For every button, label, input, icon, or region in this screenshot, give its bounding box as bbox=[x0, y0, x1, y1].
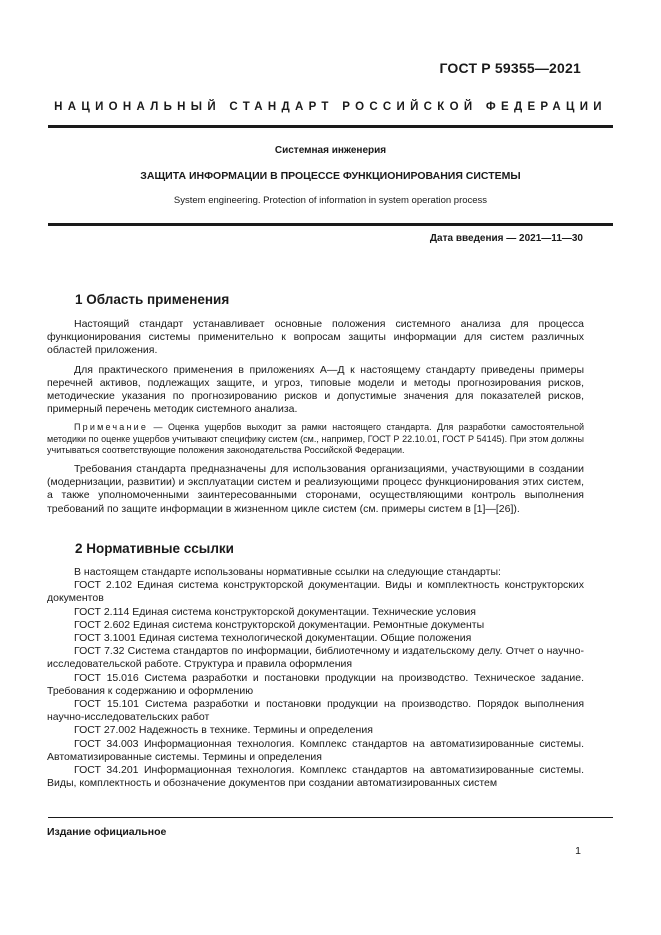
reference-item: ГОСТ 3.1001 Единая система технологической документации. Общие положения bbox=[74, 632, 472, 645]
reference-item: ГОСТ 15.016 Система разработки и постановки продукции на производство. Техническое задание. Требования к содержанию и оформлению bbox=[47, 671, 584, 697]
section-1-paragraph: Настоящий стандарт устанавливает основные положения системного анализа для процесса функционирования системы применительно к вопросам защиты информации для систем различных областей приложения. bbox=[47, 318, 584, 357]
reference-item: ГОСТ 27.002 Надежность в технике. Термины и определения bbox=[74, 724, 373, 737]
section-1-note bbox=[47, 422, 584, 457]
publication-label: Издание официальное bbox=[47, 826, 167, 838]
reference-item: ГОСТ 15.101 Система разработки и постановки продукции на производство. Порядок выполнения научно-исследовательских работ bbox=[47, 698, 584, 724]
section-2-heading: 2 Нормативные ссылки bbox=[75, 541, 234, 556]
reference-item: ГОСТ 2.102 Единая система конструкторской документации. Виды и комплектность конструкторских документов bbox=[47, 579, 584, 605]
national-standard-banner: НАЦИОНАЛЬНЫЙ СТАНДАРТ РОССИЙСКОЙ ФЕДЕРАЦИИ bbox=[54, 101, 607, 113]
reference-item: ГОСТ 34.003 Информационная технология. Комплекс стандартов на автоматизированные системы. Автоматизированные системы. Термины и определения bbox=[47, 737, 584, 763]
reference-item: ГОСТ 7.32 Система стандартов по информации, библиотечному и издательскому делу. Отчет о научно-исследовательской работе. Структура и правила оформления bbox=[47, 645, 584, 671]
page-number: 1 bbox=[575, 845, 581, 857]
header-divider-bottom bbox=[48, 223, 613, 226]
introduction-date: Дата введения — 2021—11—30 bbox=[429, 233, 583, 244]
footer-divider bbox=[48, 817, 613, 818]
note-text: — Оценка ущербов выходит за рамки настоящего стандарта. Для разработки самостоятельной методики по оценке ущербов учитывают специфику систем (см., например, ГОСТ Р 22.10.01, ГОСТ Р 54145). При этом должны учитываться соответствующие положения законодательства Российской Федерации. bbox=[47, 422, 584, 456]
reference-item: ГОСТ 2.602 Единая система конструкторской документации. Ремонтные документы bbox=[74, 618, 485, 631]
reference-item: ГОСТ 34.201 Информационная технология. Комплекс стандартов на автоматизированные системы. Виды, комплектность и обозначение документов при создании автоматизированных систем bbox=[47, 764, 584, 790]
document-subtitle: Системная инженерия bbox=[274, 145, 387, 156]
english-title: System engineering. Protection of information in system operation process bbox=[173, 195, 488, 206]
section-2-intro: В настоящем стандарте использованы нормативные ссылки на следующие стандарты: bbox=[74, 566, 501, 578]
section-1-body bbox=[47, 318, 584, 522]
section-2-body bbox=[47, 566, 584, 790]
reference-item: ГОСТ 2.114 Единая система конструкторской документации. Технические условия bbox=[74, 605, 476, 618]
gost-number: ГОСТ Р 59355—2021 bbox=[439, 60, 581, 76]
section-1-paragraph: Требования стандарта предназначены для использования организациями, участвующими в создании (модернизации, развитии) и эксплуатации систем и реализующими процесс функционирования этих систем, а также уполномоченными заинтересованными сторонами, осуществляющими контроль выполнения требований по защите информации в жизненном цикле систем (см. примеры систем в [1]—[26]). bbox=[47, 462, 584, 515]
section-1-paragraph: Для практического применения в приложениях А—Д к настоящему стандарту приведены примеры перечней активов, подлежащих защите, и угроз, типовые модели и методы прогнозирования рисков, методические указания по прогнозированию рисков и допустимые значения для показателей рисков, примерный перечень методик системного анализа. bbox=[47, 363, 584, 416]
document-title: ЗАЩИТА ИНФОРМАЦИИ В ПРОЦЕССЕ ФУНКЦИОНИРОВАНИЯ СИСТЕМЫ bbox=[140, 170, 521, 182]
header-divider-top bbox=[48, 125, 613, 128]
note-label: Примечание bbox=[74, 422, 149, 433]
section-1-heading: 1 Область применения bbox=[75, 292, 230, 307]
